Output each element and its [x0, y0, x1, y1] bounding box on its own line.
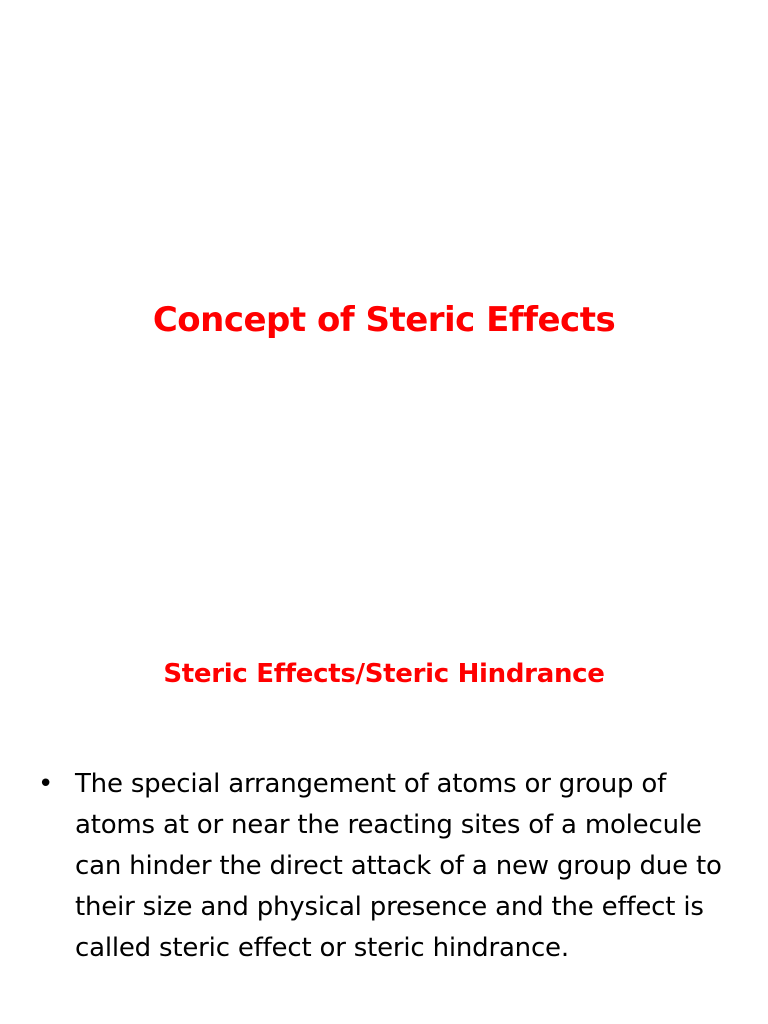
bullet-item	[38, 764, 728, 969]
bullet-text: The special arrangement of atoms or group of atoms at or near the reacting sites of a molecule can hinder the direct attack of a new group due to their size and physical presence and the effect is called steric effect or steric hindrance.	[75, 769, 722, 963]
slide-content	[0, 576, 768, 1024]
bullet-dot-icon: •	[38, 769, 54, 799]
slide-title-heading: Concept of Steric Effects	[152, 300, 616, 340]
slide-content-heading: Steric Effects/Steric Hindrance	[163, 659, 605, 689]
bullet-list	[38, 764, 728, 969]
